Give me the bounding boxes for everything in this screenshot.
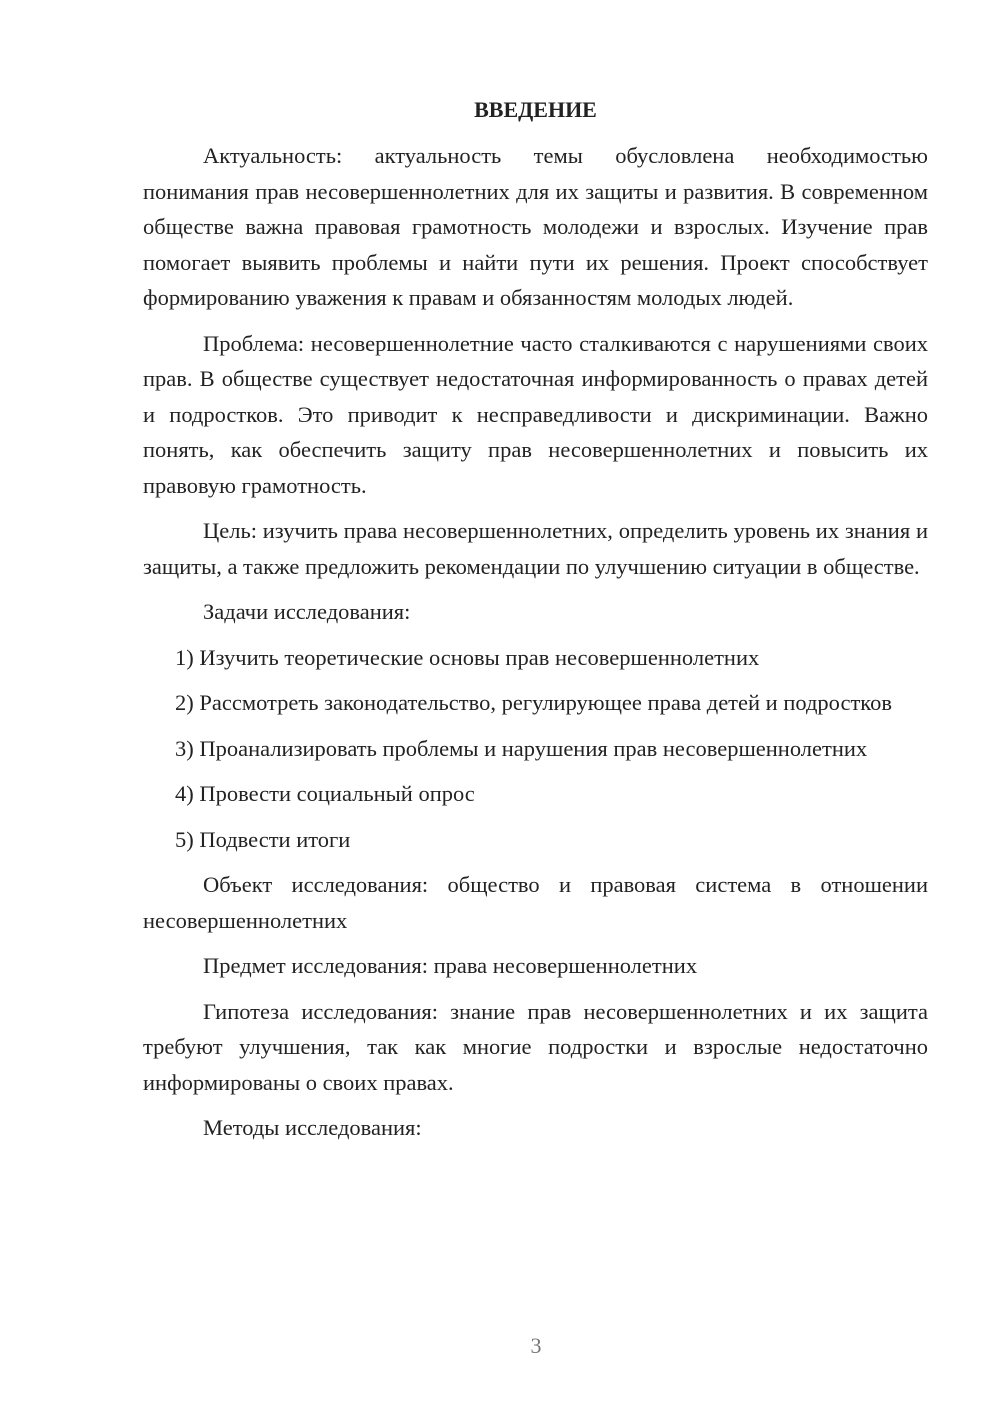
- hypothesis-paragraph: Гипотеза исследования: знание прав несовершеннолетних и их защита требуют улучшения, так как многие подростки и взрослые недостаточно информированы о своих правах.: [143, 998, 928, 1095]
- page-content: [143, 92, 928, 1156]
- problem-paragraph: Проблема: несовершеннолетние часто сталкиваются с нарушениями своих прав. В обществе существует недостаточная информированность о правах детей и подростков. Это приводит к несправедливости и дискриминации. Важно понять, как обеспечить защиту прав несовершеннолетних и повысить их правовую грамотность.: [143, 330, 928, 498]
- list-item: 1) Изучить теоретические основы прав несовершеннолетних: [175, 644, 760, 670]
- tasks-heading: Задачи исследования:: [203, 599, 411, 624]
- page-title: ВВЕДЕНИЕ: [474, 97, 597, 122]
- relevance-paragraph: Актуальность: актуальность темы обусловлена необходимостью понимания прав несовершеннолетних для их защиты и развития. В современном обществе важна правовая грамотность молодежи и взрослых. Изучение прав помогает выявить проблемы и найти пути их решения. Проект способствует формированию уважения к правам и обязанностям молодых людей.: [143, 143, 928, 310]
- methods-heading: Методы исследования:: [203, 1115, 422, 1140]
- list-item: 4) Провести социальный опрос: [175, 781, 475, 806]
- list-item: 5) Подвести итоги: [175, 826, 351, 852]
- goal-paragraph: Цель: изучить права несовершеннолетних, определить уровень их знания и защиты, а также предложить рекомендации по улучшению ситуации в обществе.: [143, 518, 928, 579]
- list-item: 3) Проанализировать проблемы и нарушения прав несовершеннолетних: [175, 735, 868, 761]
- list-item: 2) Рассмотреть законодательство, регулирующее права детей и подростков: [175, 690, 892, 715]
- page-number: 3: [530, 1333, 542, 1358]
- subject-paragraph: Предмет исследования: права несовершеннолетних: [203, 953, 698, 978]
- object-paragraph: Объект исследования: общество и правовая система в отношении несовершеннолетних: [143, 872, 928, 933]
